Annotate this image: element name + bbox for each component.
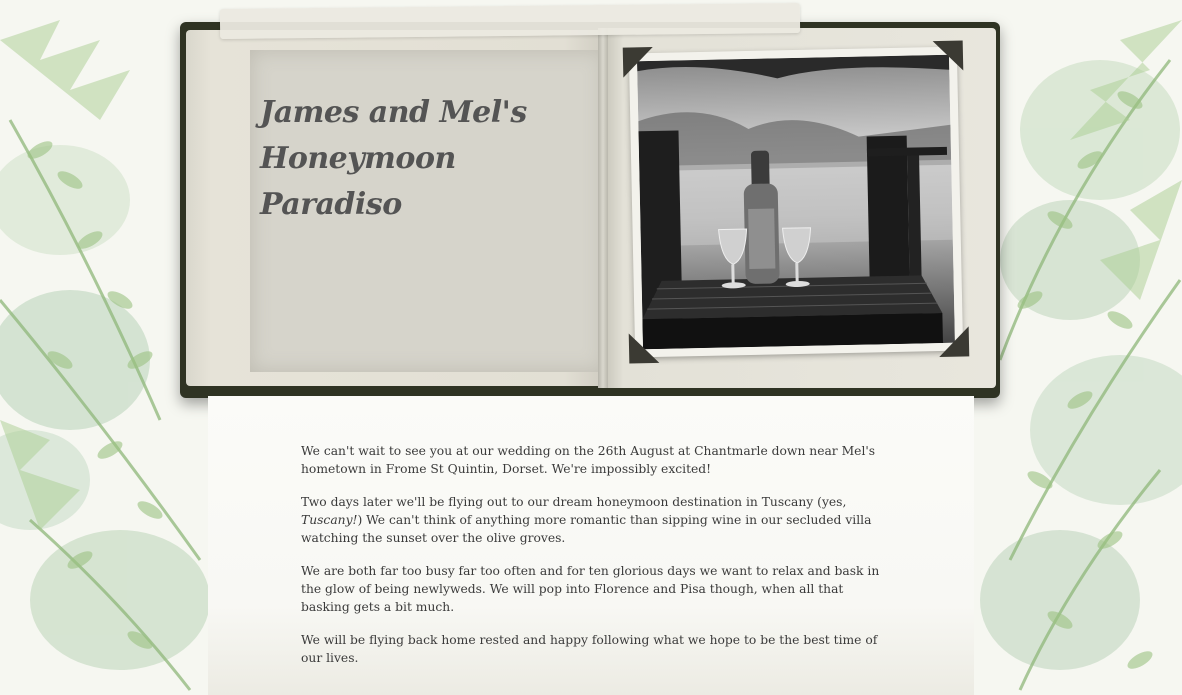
- photo-corner-icon: [623, 47, 654, 78]
- content-paper: [208, 396, 974, 695]
- paragraph-tuscany-start: Two days later we'll be flying out to our dream honeymoon destination in Tuscany (yes,: [301, 495, 847, 509]
- tuscany-emphasis: Tuscany!: [301, 513, 358, 527]
- photo-album: [180, 22, 1000, 398]
- page-title: [260, 90, 590, 228]
- paragraph-return: We will be flying back home rested and happy following what we hope to be the best time of our lives.: [301, 633, 878, 665]
- paper-tape-strip: [220, 3, 800, 39]
- photo-corner-icon: [939, 326, 970, 357]
- paragraph-tuscany: [301, 493, 891, 547]
- album-spine: [598, 28, 608, 388]
- wine-bottle-glasses-photo-icon: [637, 55, 955, 349]
- title-line-1: James and Mel's: [260, 95, 527, 130]
- content-body: [301, 442, 891, 682]
- photo-corner-icon: [933, 40, 964, 71]
- paragraph-newlyweds: We are both far too busy far too often and for ten glorious days we want to relax and bask in the glow of being newlyweds. We will pop into Florence and Pisa though, when all that basking gets a bit much.: [301, 564, 880, 614]
- paragraph-wedding: We can't wait to see you at our wedding on the 26th August at Chantmarle down near Mel's hometown in Frome St Quintin, Dorset. We're impossibly excited!: [301, 444, 876, 476]
- paragraph-tuscany-end: ) We can't think of anything more romantic than sipping wine in our secluded villa watching the sunset over the olive groves.: [301, 513, 872, 545]
- photo-frame: [629, 47, 963, 358]
- title-line-2: Honeymoon Paradiso: [260, 141, 456, 222]
- photo-corner-icon: [629, 333, 660, 364]
